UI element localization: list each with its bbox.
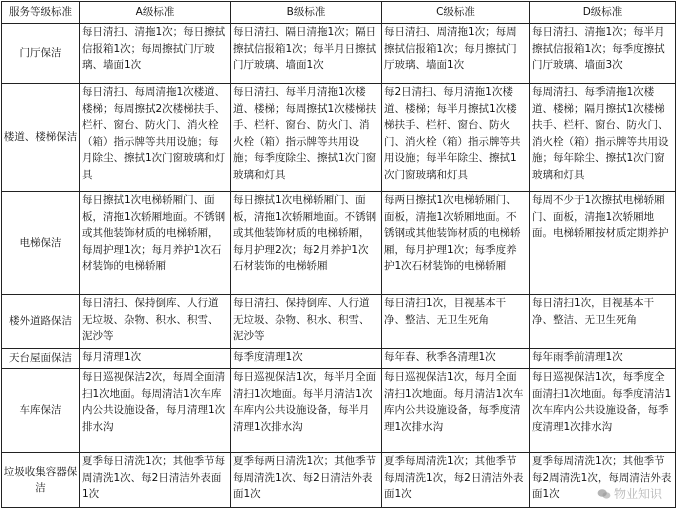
cell-b: 每季度清理1次: [231, 349, 382, 369]
watermark-text: 物业知识: [613, 487, 662, 501]
table-row: [2, 369, 676, 453]
cell-d: 每日清扫、清拖1次；每半月擦拭信报箱1次；每季度擦拭门厅玻璃、墙面3次: [530, 24, 676, 84]
cell-d: 每日清扫1次，目视基本干净、整洁、无卫生死角: [530, 295, 676, 349]
cell-c: 每两日擦拭1次电梯轿厢门、面板，清拖1次轿厢地面。不锈钢或其他装饰材质的电梯轿厢，每月护理1次；每季度养护1次石材装饰的电梯轿厢: [382, 192, 530, 295]
header-a-level: A级标准: [80, 2, 231, 24]
cell-b: 每日清扫、隔日清拖1次；隔日擦拭信报箱1次；每半月日擦拭门厅玻璃、墙面1次: [231, 24, 382, 84]
cell-d: 每周不少于1次擦拭电梯轿厢门、面板，清拖1次轿厢地面。电梯轿厢按材质定期养护: [530, 192, 676, 295]
cell-b: 每日巡视保洁1次，每半月全面清扫1次地面。每半月清洁1次车库内公共设施设备，每半月清理1次排水沟: [231, 369, 382, 453]
row-category: 楼道、楼梯保洁: [2, 84, 80, 192]
cell-a: 每日巡视保洁2次，每周全面清扫1次地面。每周清洁1次车库内公共设施设备，每月清理1次排水沟: [80, 369, 231, 453]
cell-a: 每日清扫、清拖1次；每日擦拭信报箱1次；每周擦拭门厅玻璃、墙面1次: [80, 24, 231, 84]
cell-d: 每日巡视保洁1次，每季度全面清扫1次地面。每季度清洁1次车库内公共设施设备，每季度清理1次排水沟: [530, 369, 676, 453]
header-d-level: D级标准: [530, 2, 676, 24]
cell-b: 每日擦拭1次电梯轿厢门、面板，清拖1次轿厢地面。不锈钢或其他装饰材质的电梯轿厢，每月护理2次；每2月养护1次石材装饰的电梯轿厢: [231, 192, 382, 295]
cell-a: 每月清理1次: [80, 349, 231, 369]
row-category: 车库保洁: [2, 369, 80, 453]
cell-d: 夏季每周清洗1次；其他季节每2周清洗1次，每周清洁外表面1次: [530, 453, 676, 508]
cell-a: 夏季每日清洗1次；其他季节每周清洗1次、每2日清洁外表面1次: [80, 453, 231, 508]
cell-c: 每2日清扫、每月清拖1次楼道、楼梯；每半月擦拭1次楼梯扶手、栏杆、窗台、防火门、消火栓（箱）指示牌等共用设施；每半年除尘、擦拭1次门窗玻璃和灯具: [382, 84, 530, 192]
table-row: [2, 192, 676, 295]
cell-a: 每日清扫、保持倒库、人行道无垃圾、杂物、积水、积雪、泥沙等: [80, 295, 231, 349]
row-category: 楼外道路保洁: [2, 295, 80, 349]
table-row: [2, 295, 676, 349]
cell-b: 每日清扫、每半月清拖1次楼道、楼梯；每周擦拭1次楼梯扶手、栏杆、窗台、防火门、消火栓（箱）指示牌等共用设施；每季度除尘、擦拭1次门窗玻璃和灯具: [231, 84, 382, 192]
row-category: 垃圾收集容器保洁: [2, 453, 80, 508]
table-row: [2, 349, 676, 369]
cell-a: 每日擦拭1次电梯轿厢门、面板，清拖1次轿厢地面。不锈钢或其他装饰材质的电梯轿厢，每周护理1次；每月养护1次石材装饰的电梯轿厢: [80, 192, 231, 295]
header-row: [2, 2, 676, 24]
header-c-level: C级标准: [382, 2, 530, 24]
cell-c: 每日巡视保洁1次，每月全面清扫1次地面。每月清洁1次车库内公共设施设备，每季度清理1次排水沟: [382, 369, 530, 453]
cell-d: 每周清扫、每季清拖1次楼道、楼梯；隔月擦拭1次楼梯扶手、栏杆、窗台、防火门、消火栓（箱）指示牌等共用设施；每年除尘、擦拭1次门窗玻璃和灯具: [530, 84, 676, 192]
table-row: [2, 453, 676, 508]
table-row: [2, 84, 676, 192]
table-row: [2, 24, 676, 84]
cell-c: 每日清扫、周清拖1次；每周擦拭信报箱1次；每月擦拭门厅玻璃、墙面1次: [382, 24, 530, 84]
service-standards-table: [1, 1, 676, 508]
header-service-level: 服务等级标准: [2, 2, 80, 24]
cell-d: 每年雨季前清理1次: [530, 349, 676, 369]
cell-b: 夏季每两日清洗1次；其他季节每周清洗1次、每2日清洁外表面1次: [231, 453, 382, 508]
row-category: 电梯保洁: [2, 192, 80, 295]
row-category: 门厅保洁: [2, 24, 80, 84]
cell-c: 每年春、秋季各清理1次: [382, 349, 530, 369]
row-category: 天台屋面保洁: [2, 349, 80, 369]
cell-c: 每日清扫1次，目视基本干净、整洁、无卫生死角: [382, 295, 530, 349]
cell-c: 夏季每周清洗1次；其他季节每周清洗1次，每2日清洁外表面1次: [382, 453, 530, 508]
cell-a: 每日清扫、每周清拖1次楼道、楼梯；每周擦拭2次楼梯扶手、栏杆、窗台、防火门、消火栓（箱）指示牌等共用设施；每月除尘、擦拭1次门窗玻璃和灯具: [80, 84, 231, 192]
header-b-level: B级标准: [231, 2, 382, 24]
cell-b: 每日清扫、保持倒库、人行道无垃圾、杂物、积水、积雪、泥沙等: [231, 295, 382, 349]
